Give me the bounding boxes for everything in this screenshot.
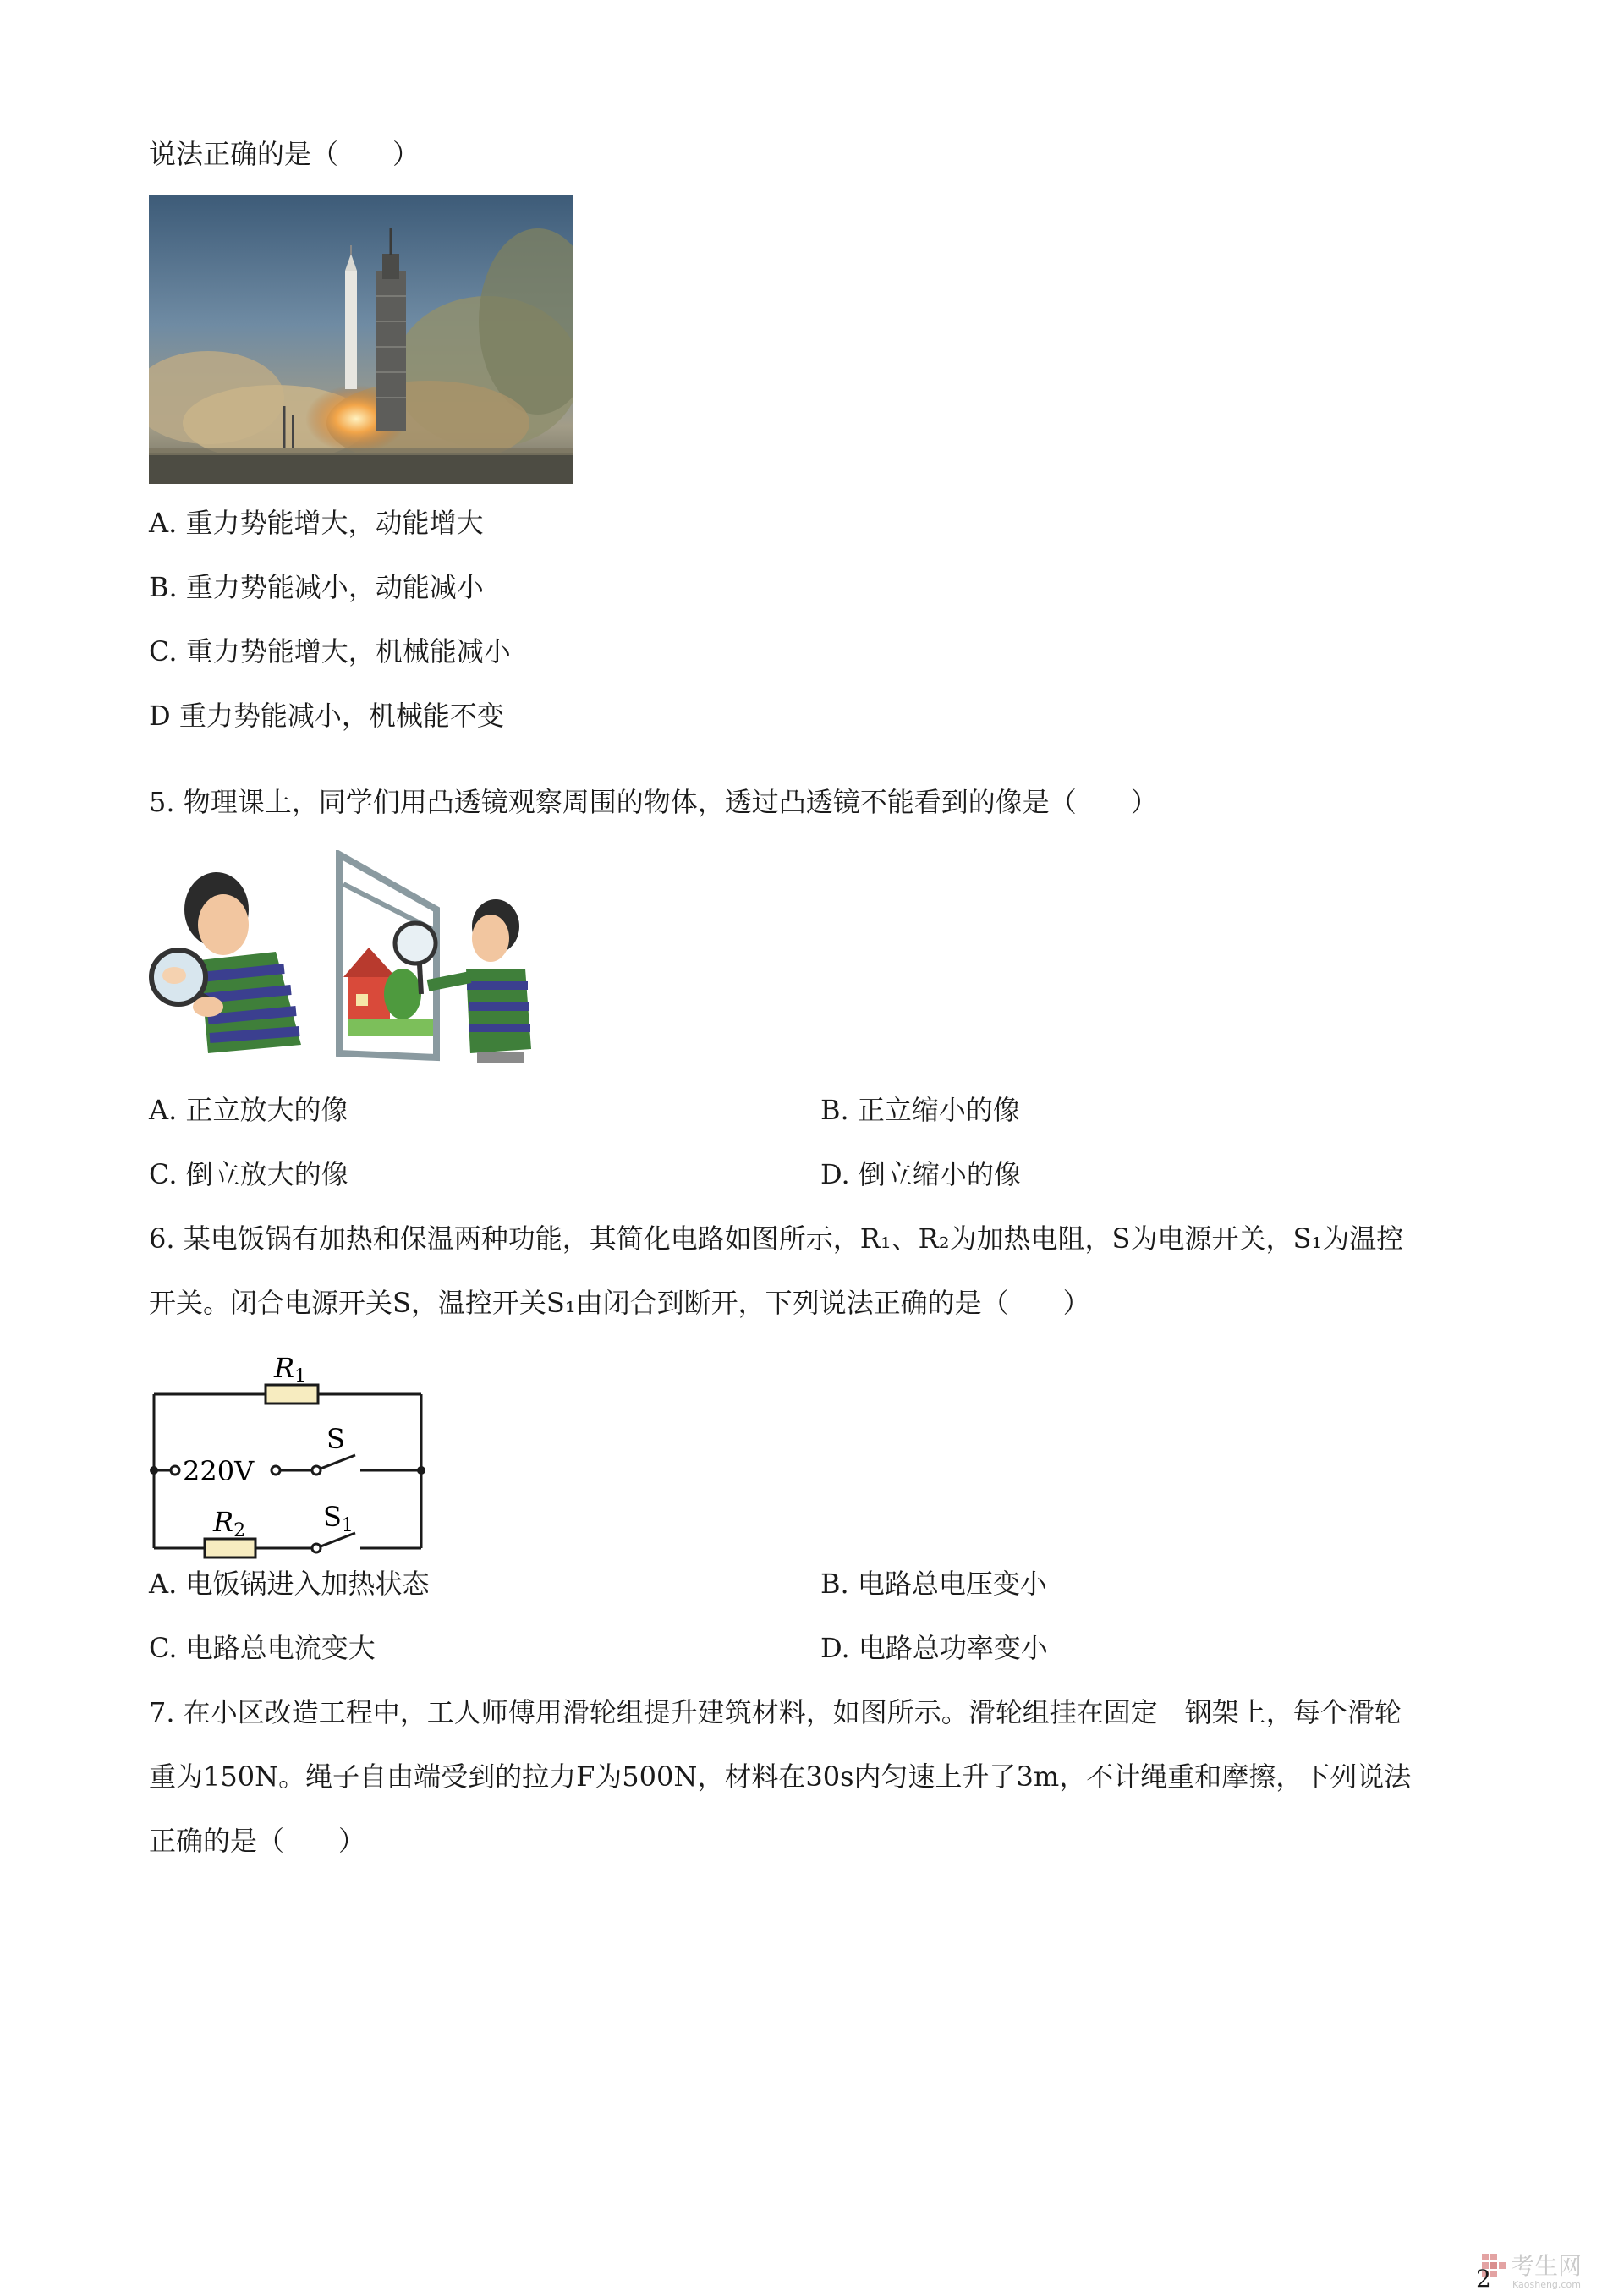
rice-cooker-circuit-diagram <box>149 1345 436 1565</box>
q5-stem: 5. 物理课上，同学们用凸透镜观察周围的物体，透过凸透镜不能看到的像是（ ） <box>149 786 1158 818</box>
q4-option-d: D 重力势能减小，机械能不变 <box>149 700 504 732</box>
switch-s-label: S <box>326 1423 345 1455</box>
watermark-url: Kaosheng.com <box>1512 2279 1581 2290</box>
r2-label: R2 <box>213 1506 246 1541</box>
voltage-label: 220V <box>183 1455 255 1487</box>
kaosheng-watermark <box>1480 2242 1624 2296</box>
r1-resistor <box>266 1385 318 1403</box>
boy-with-magnifier-left <box>151 872 301 1053</box>
q4-stem-tail: 说法正确的是（ ） <box>149 138 420 170</box>
q5-option-b: B. 正立缩小的像 <box>820 1094 1020 1126</box>
switch-s1-contact <box>312 1544 321 1552</box>
q6-stem-line1: 6. 某电饭锅有加热和保温两种功能，其简化电路如图所示，R₁、R₂为加热电阻，S为电源开关，S₁为温控 <box>149 1222 1404 1255</box>
page-number: 2 <box>1476 2265 1491 2293</box>
q7-stem-line1: 7. 在小区改造工程中，工人师傅用滑轮组提升建筑材料，如图所示。滑轮组挂在固定 钢架上，每个滑轮 <box>149 1696 1402 1728</box>
q4-option-c: C. 重力势能增大，机械能减小 <box>149 635 511 667</box>
q6-option-a: A. 电饭锅进入加热状态 <box>149 1568 430 1600</box>
rocket-launch-photo <box>149 195 573 484</box>
convex-lens-illustration <box>149 850 538 1066</box>
boy-with-magnifier-right <box>428 899 531 1063</box>
q4-option-b: B. 重力势能减小，动能减小 <box>149 571 484 603</box>
switch-s-contact <box>312 1466 321 1475</box>
r2-resistor <box>205 1539 255 1557</box>
r1-label: R1 <box>274 1352 307 1387</box>
q5-option-a: A. 正立放大的像 <box>149 1094 348 1126</box>
q5-option-d: D. 倒立缩小的像 <box>820 1158 1021 1190</box>
switch-s1-label: S1 <box>323 1501 354 1536</box>
q6-stem-line2: 开关。闭合电源开关S，温控开关S₁由闭合到断开，下列说法正确的是（ ） <box>149 1287 1090 1319</box>
q7-stem-line3: 正确的是（ ） <box>149 1825 366 1857</box>
q5-option-c: C. 倒立放大的像 <box>149 1158 348 1190</box>
watermark-brand: 考生网 <box>1511 2252 1583 2280</box>
q4-option-a: A. 重力势能增大，动能增大 <box>149 507 484 539</box>
q6-option-c: C. 电路总电流变大 <box>149 1632 376 1664</box>
q6-option-d: D. 电路总功率变小 <box>820 1632 1048 1664</box>
q6-option-b: B. 电路总电压变小 <box>820 1568 1047 1600</box>
q7-stem-line2: 重为150N。绳子自由端受到的拉力F为500N，材料在30s内匀速上升了3m，不计绳重和摩擦，下列说法 <box>149 1760 1412 1793</box>
